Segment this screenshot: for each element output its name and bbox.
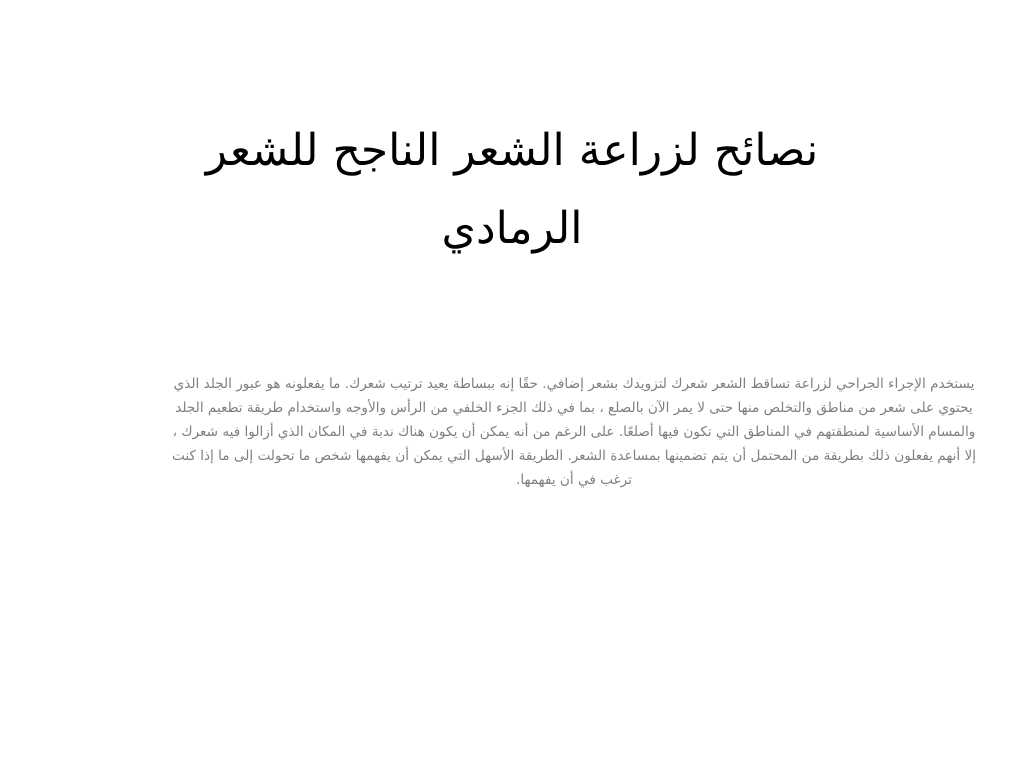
slide-title: نصائح لزراعة الشعر الناجح للشعر الرمادي (205, 125, 819, 254)
slide-body-text: يستخدم الإجراء الجراحي لزراعة تساقط الشعر شعرك لتزويدك بشعر إضافي. حقًا إنه ببساطة يعيد ترتيب شعرك. ما يفعلونه هو عبور الجلد الذي يحتوي على شعر من مناطق والتخلص منها حتى لا يمر الآن بالصلع ، بما في ذلك الجزء الخلفي من الرأس والأوجه واستخدام طريقة تطعيم الجلد والمسام الأساسية لمنطقتهم في المناطق التي تكون فيها أصلعًا. على الرغم من أنه يمكن أن يكون هناك ندبة في المكان الذي أزالوا فيه شعرك ، إلا أنهم يفعلون ذلك بطريقة من المحتمل أن يتم تضمينها بمساعدة الشعر. الطريقة الأسهل التي يمكن أن يفهمها شخص ما تحولت إلى ما إذا كنت ترغب في أن يفهمها. (171, 376, 977, 488)
